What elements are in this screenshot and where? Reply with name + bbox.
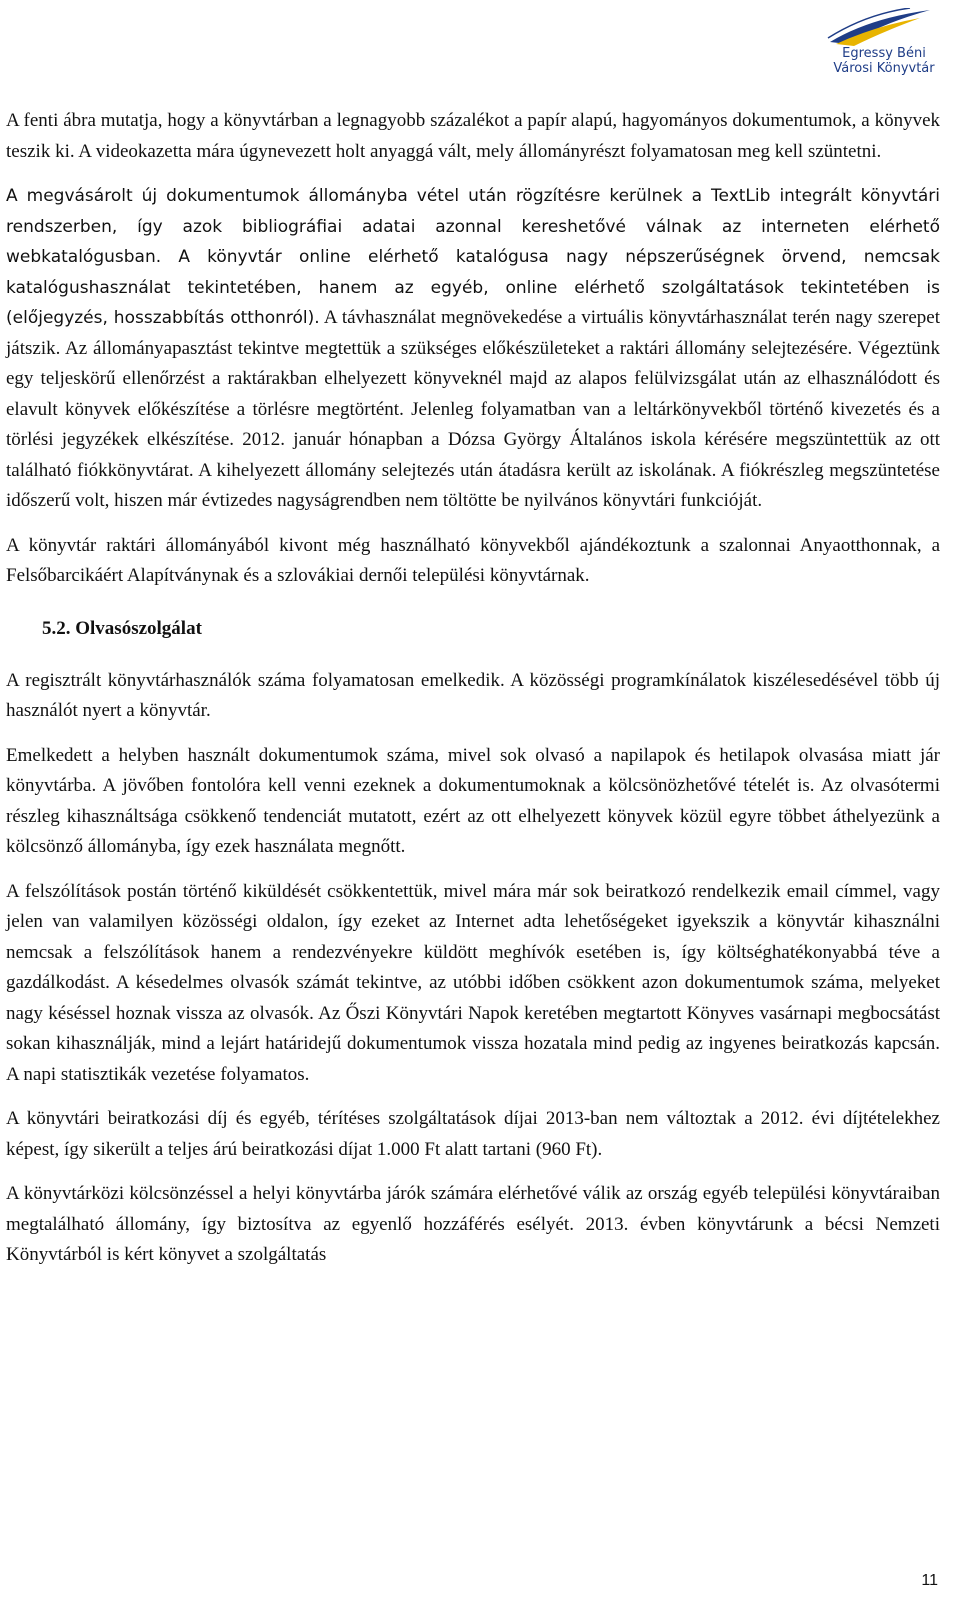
paragraph-2 xyxy=(6,181,940,517)
paragraph-6: A felszólítások postán történő kiküldését csökkentettük, mivel mára már sok beiratkozó rendelkezik email címmel, vagy jelen van valamilyen közösségi oldalon, így ezeket az Internet adta lehetőségeket igyekszik a könyvtár kihasználni nemcsak a felszólítások hanem a rendezvényekre küldött meghívók esetében is, így költséghatékonyabbá téve a gazdálkodást. A késedelmes olvasók számát tekintve, az utóbbi időben csökkent azon dokumentumok száma, melyeket nagy késéssel hoznak vissza az olvasók. Az Őszi Könyvtári Napok keretében megtartott Könyves vasárnapi megbocsátást sokan kihasználják, mind a lejárt határidejű dokumentumok vissza hozatala mind pedig az ingyenes beiratkozás kapcsán. A napi statisztikák vezetése folyamatos. xyxy=(6,880,940,1085)
paragraph-1: A fenti ábra mutatja, hogy a könyvtárban a legnagyobb százalékot a papír alapú, hagyományos dokumentumok, a könyvek teszik ki. A videokazetta mára úgynevezett holt anyaggá vált, mely állományrészt folyamatosan meg kell szüntetni. xyxy=(6,110,940,162)
document-body xyxy=(6,106,940,1271)
paragraph-4: A regisztrált könyvtárhasználók száma folyamatosan emelkedik. A közösségi programkínálatok kiszélesedésével több új használót nyert a könyvtár. xyxy=(6,669,940,721)
paragraph-3: A könyvtár raktári állományából kivont még használható könyvekből ajándékoztunk a szalonnai Anyaotthonnak, a Felsőbarcikáért Alapítványnak és a szlovákiai dernői települési könyvtárnak. xyxy=(6,534,940,586)
library-logo xyxy=(770,8,940,88)
logo-line-1: Egressy Béni xyxy=(842,46,926,61)
paragraph-2-serif-part: A távhasználat megnövekedése a virtuális könyvtárhasználat terén nagy szerepet játszik. Az állományapasztást tekintve megtettük a szükséges előkészületeket a raktári állomány selejtezésére. Végeztünk egy teljeskörű ellenőrzést a raktárakban elhelyezett könyveknél majd az alapos felülvizsgálat után az elhasználódott és elavult könyvek előkészítése a törlésre megtörtént. Jelenleg folyamatban van a leltárkönyvekből történő kivezetés és a törlési jegyzékek elkészítése. 2012. január hónapban a Dózsa György Általános iskola kérésére megszüntettük az ott található fiókkönyvtárat. A kihelyezett állomány selejtezés után átadásra került az iskolának. A fiókrészleg megszüntetése időszerű volt, hiszen már évtizedes nagyságrendben nem töltötte be nyilvános könyvtári funkcióját. xyxy=(6,307,940,511)
logo-swoosh-icon xyxy=(770,8,940,48)
paragraph-2-sans-part: A megvásárolt új dokumentumok állományba vétel után rögzítésre kerülnek a TextLib integrált könyvtári rendszerben, így azok bibliográfiai adatai azonnal kereshetővé válnak az interneten elérhető webkatalógusban. A könyvtár online elérhető katalógusa nagy népszerűségnek örvend, nemcsak katalógushasználat tekintetében, hanem az egyéb, online elérhető szolgáltatások tekintetében is (előjegyzés, hosszabbítás otthonról). xyxy=(6,186,940,328)
page-number: 11 xyxy=(921,1572,938,1589)
section-heading: 5.2. Olvasószolgálat xyxy=(42,617,202,639)
paragraph-5: Emelkedett a helyben használt dokumentumok száma, mivel sok olvasó a napilapok és hetilapok olvasása miatt jár könyvtárba. A jövőben fontolóra kell venni ezeknek a dokumentumoknak a kölcsönözhetővé tételét is. Az olvasótermi részleg kihasználtsága csökkenő tendenciát mutatott, ezért az ott elhelyezett könyvek közül egyre többet áthelyezünk a kölcsönző állományba, így ezek használata megnőtt. xyxy=(6,744,940,857)
paragraph-8: A könyvtárközi kölcsönzéssel a helyi könyvtárba járók számára elérhetővé válik az ország egyéb települési könyvtáraiban megtalálható állomány, így biztosítva az egyenlő hozzáférés esélyét. 2013. évben könyvtárunk a bécsi Nemzeti Könyvtárból is kért könyvet a szolgáltatás xyxy=(6,1183,940,1265)
paragraph-7: A könyvtári beiratkozási díj és egyéb, térítéses szolgáltatások díjai 2013-ban nem változtak a 2012. évi díjtételekhez képest, így sikerült a teljes árú beiratkozási díjat 1.000 Ft alatt tartani (960 Ft). xyxy=(6,1108,940,1160)
logo-line-2: Városi Könyvtár xyxy=(833,61,935,76)
